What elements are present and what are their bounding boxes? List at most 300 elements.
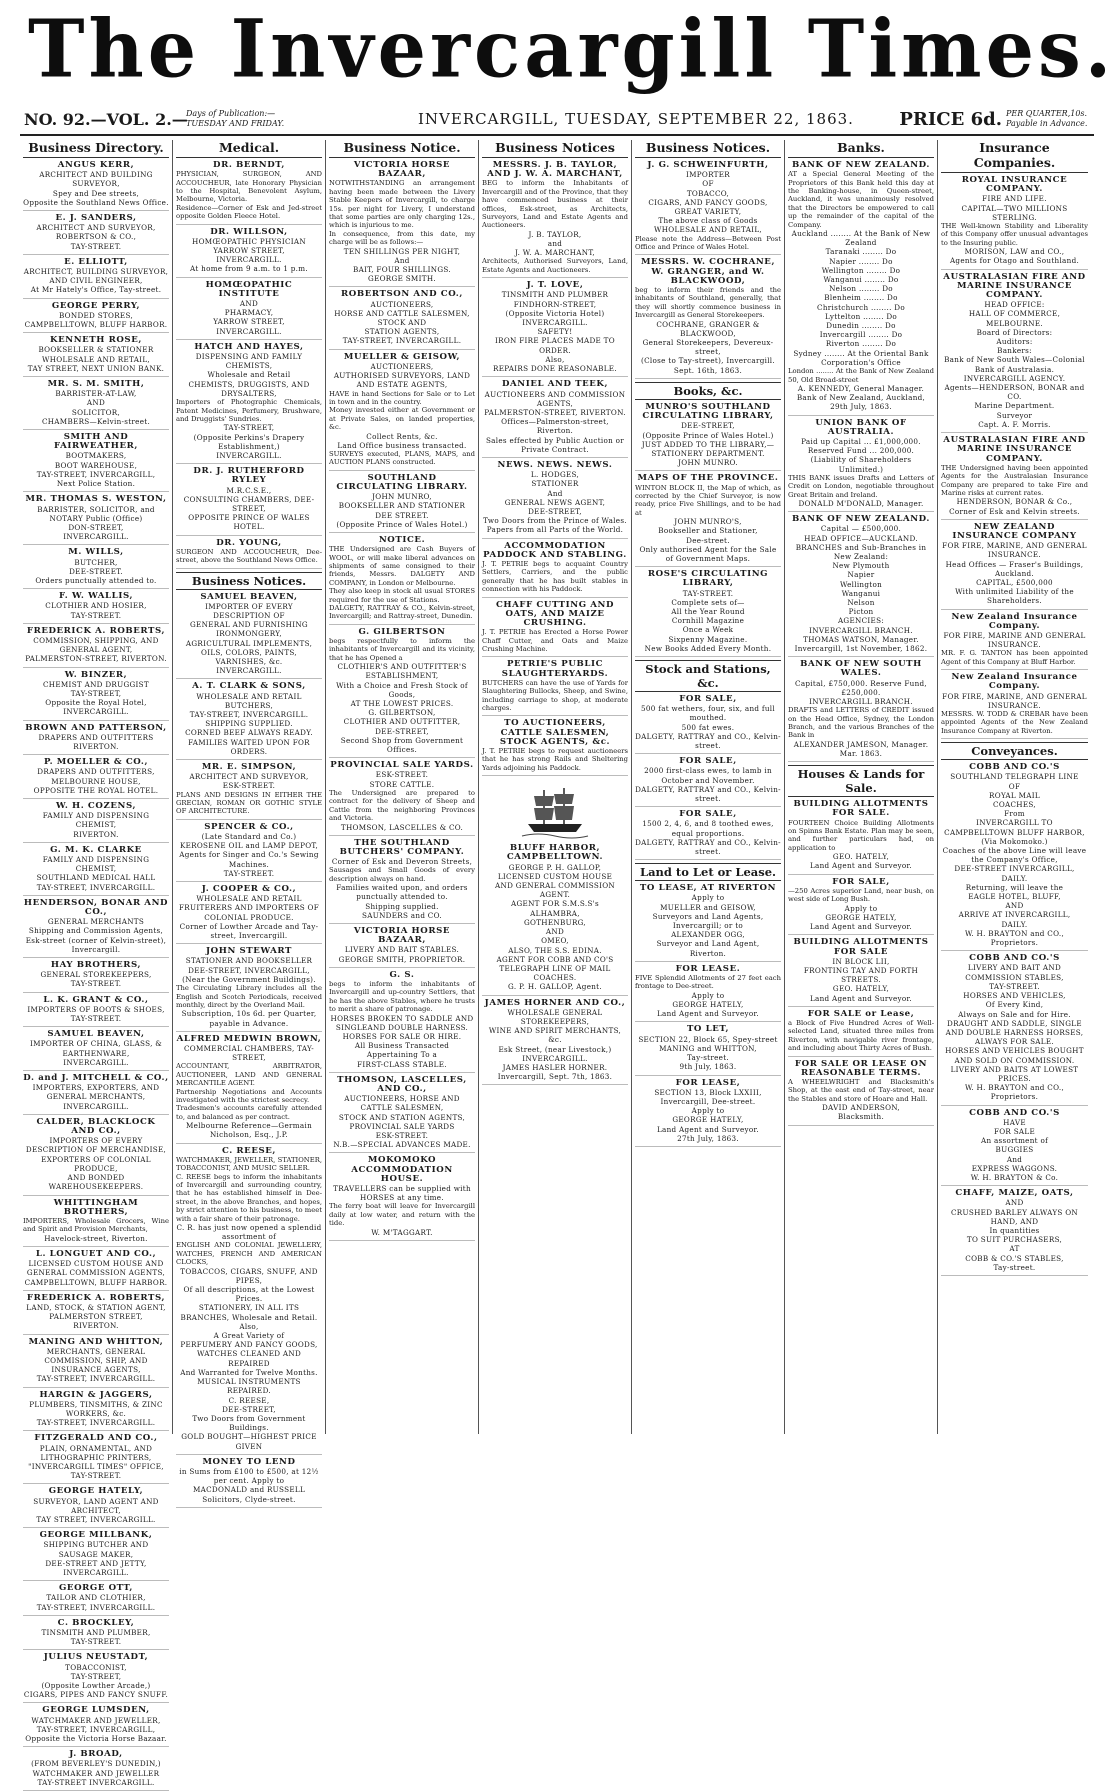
- advertisement-line: Partnership Negotiations and Accounts investigated with the strictest secrecy.: [176, 1087, 322, 1104]
- advertisement-line: REPAIRS DONE REASONABLE.: [493, 364, 617, 374]
- masthead-title: The Invercargill Times.: [28, 1, 1115, 96]
- advertisement: [176, 161, 322, 225]
- advertisement-line: (Opposite Prince of Wales Hotel.): [336, 519, 468, 529]
- advertisement-line: DALGETY, RATTRAY & CO., Kelvin-street, Invercargill; and Rattray-street, Dunedin.: [329, 604, 475, 621]
- advertisement-line: DRAPERS AND OUTFITTERS,: [37, 767, 155, 777]
- advertisement: [635, 258, 781, 378]
- advertisement-line: Invercargill ........ Do: [819, 330, 903, 340]
- advertiser-name: FOR LEASE.: [675, 963, 741, 974]
- advertisement-line: DEE-STREET AND JETTY,: [45, 1558, 147, 1568]
- advertiser-name: MR. E. SIMPSON,: [201, 762, 297, 773]
- advertisement-line: IMPORTERS, Wholesale Grocers, Wine and Spirit and Provision Merchants,: [23, 1216, 169, 1234]
- columns: [20, 140, 1094, 1787]
- advertisement-line: HEAD OFFICE—AUCKLAND.: [804, 533, 918, 543]
- advertisement-line: Paid up Capital ... £1,000,000.: [801, 436, 921, 446]
- advertisement: [329, 1076, 475, 1154]
- advertisement-line: Esk-street (corner of Kelvin-street), Invercargill.: [25, 935, 167, 954]
- advertisement-line: TAY-STREET, INVERCARGILL.: [342, 336, 462, 346]
- advertisement-line: Opposite the Royal Hotel,: [45, 698, 147, 708]
- advertisement-line: GEORGE HATELY,: [672, 1115, 744, 1125]
- advertiser-name: W. BINZER,: [64, 669, 128, 680]
- advertisement-line: TINSMITH AND PLUMBER,: [41, 1628, 151, 1638]
- advertisement-line: ARCHITECT AND SURVEYOR,: [36, 223, 156, 233]
- advertisement-line: Board of Directors:: [976, 327, 1053, 337]
- advertisement-line: Of all descriptions, at the Lowest Prices.: [183, 1285, 315, 1304]
- advertisement-line: DAILY.: [1001, 873, 1028, 883]
- advertisement-line: LAND, STOCK, & STATION AGENT,: [26, 1302, 166, 1312]
- advertiser-name: FOR SALE or Lease,: [807, 1008, 915, 1019]
- advertisement-line: STORE CATTLE.: [369, 779, 435, 789]
- advertisement-line: Bank of New South Wales—Colonial Bank of Australasia.: [944, 355, 1085, 374]
- advertiser-name: PROVINCIAL SALE YARDS.: [330, 760, 474, 771]
- advertisement-line: CLOTHIER AND OUTFITTER,: [343, 717, 461, 727]
- advertisement: [23, 1030, 169, 1071]
- advertisement-line: They also keep in stock all usual STORES required for the use of Stations.: [329, 587, 475, 604]
- advertisement-line: (FROM BEVERLEY'S DUNEDIN,): [31, 1759, 161, 1769]
- advertisement: [23, 1434, 169, 1484]
- advertisement: [23, 1118, 169, 1196]
- advertisement-line: SURVEYOR, LAND AGENT AND ARCHITECT,: [33, 1496, 159, 1515]
- advertiser-name: CALDER, BLACKLOCK AND CO.,: [36, 1116, 156, 1137]
- advertisement-line: Nelson: [847, 597, 875, 607]
- advertisement-line: AND BONDED WAREHOUSEKEEPERS.: [48, 1173, 144, 1192]
- advertisement-line: Importers of Photographic Chemicals, Patent Medicines, Perfumery, Brushware, and Druggists' Sundries.: [176, 398, 322, 423]
- advertisement: [176, 947, 322, 1031]
- advertisement-line: DALGETY, RATTRAY and CO., Kelvin-street.: [635, 837, 781, 857]
- advertisement-line: PHYSICIAN, SURGEON, AND ACCOUCHEUR, late Honorary Physician to the Hospital, Benevolent Asylum, Melbourne, Victoria.: [176, 170, 322, 204]
- advertisement-line: SAUNDERS and CO.: [362, 910, 442, 920]
- advertisement-line: COACHES,: [993, 800, 1036, 810]
- advertisement: [176, 593, 322, 680]
- advertisement-line: All Business Transacted Appertaining To a: [354, 1041, 450, 1060]
- advertisement-line: FINDHORN-STREET,: [513, 299, 597, 309]
- advertisement-line: CIGARS, PIPES AND FANCY SNUFF.: [23, 1690, 169, 1700]
- advertiser-name: FOR SALE,: [832, 876, 890, 887]
- advertisement: [176, 1458, 322, 1508]
- advertisement-line: Always on Sale and for Hire.: [958, 1009, 1071, 1019]
- advertisement-line: SAFETY!: [537, 327, 573, 337]
- advertisement-line: DON-STREET,: [68, 522, 124, 532]
- advertisement-line: Agents for Singer and Co.'s Sewing Machines.: [179, 850, 319, 869]
- advertisement-line: FOURTEEN Choice Building Allotments on Spinns Bank Estate. Plan may be seen, and further particulars had, on application to: [788, 818, 934, 852]
- advertiser-name: G. GILBERTSON: [358, 626, 446, 637]
- advertisement-line: Blacksmith.: [837, 1112, 885, 1122]
- advertisement: [23, 802, 169, 843]
- advertisement-line: Land Office business transacted.: [337, 440, 467, 450]
- column-heading: Medical.: [176, 140, 322, 158]
- advertisement-line: AUCTIONEERS,: [370, 361, 434, 371]
- advertisement-line: J. W. A. MARCHANT,: [515, 248, 595, 258]
- advertisement-line: TOBACCO,: [686, 188, 730, 198]
- advertisement-line: Head Offices — Fraser's Buildings, Auckland.: [945, 559, 1084, 578]
- advertisement-line: TAY-STREET,: [223, 423, 275, 433]
- advertiser-name: DR. YOUNG,: [216, 537, 282, 548]
- advertisement-line: JOHN MUNRO'S,: [674, 517, 742, 527]
- advertiser-name: E. J. SANDERS,: [55, 213, 137, 224]
- advertisement: [23, 336, 169, 377]
- advertisement-line: begs respectfully to inform the inhabitants of Invercargill and its vicinity, that he has Opened a: [329, 637, 475, 662]
- advertiser-name: J. G. SCHWEINFURTH,: [647, 160, 769, 170]
- advertiser-name: NEWS. NEWS. NEWS.: [497, 459, 613, 470]
- advertisement: [635, 474, 781, 567]
- advertisement-line: All the Year Round: [671, 606, 745, 616]
- advertisement-line: PROVINCIAL SALE YARDS: [349, 1121, 455, 1131]
- advertisement-line: 27th July, 1863.: [677, 1133, 739, 1143]
- advertisement: [329, 628, 475, 758]
- advertisement-line: GREAT VARIETY,: [674, 207, 742, 217]
- advertisement-line: Land Agent and Surveyor.: [656, 1009, 760, 1019]
- advertisement-line: TEN SHILLINGS PER NIGHT,: [343, 246, 461, 256]
- advertisement-line: CLOTHIER'S AND OUTFITTER'S ESTABLISHMENT,: [337, 662, 467, 681]
- advertisement: [176, 343, 322, 464]
- advertisement-line: Please note the Address—Between Post Office and Prince of Wales Hotel.: [635, 234, 781, 252]
- advertisement-line: OPPOSITE THE ROYAL HOTEL.: [33, 785, 159, 795]
- advertisement: [23, 433, 169, 492]
- advertisement-line: AND: [239, 299, 259, 309]
- advertisement-line: (Opposite Lowther Arcade,): [41, 1681, 151, 1691]
- masthead: [28, 1, 1115, 96]
- advertisement-line: OF: [702, 179, 714, 189]
- advertiser-name: ALFRED MEDWIN BROWN,: [176, 1033, 322, 1044]
- advertisement-line: G. GILBERTSON,: [368, 708, 436, 718]
- advertisement-line: (Via Mokomoko.): [981, 836, 1048, 846]
- advertisement-line: Families waited upon, and orders punctually attended to.: [336, 883, 468, 902]
- advertisement-line: AT: [1009, 1244, 1020, 1254]
- advertisement-line: CIGARS, AND FANCY GOODS,: [648, 197, 768, 207]
- advertisement: [788, 938, 934, 1006]
- advertisement-line: Invercargill, Sept. 7th, 1863.: [497, 1072, 613, 1082]
- advertisement-line: WATCHMAKER AND JEWELLER,: [31, 1715, 161, 1725]
- advertisement-line: RIVERTON.: [73, 741, 119, 751]
- advertisement-line: AGENT FOR S.M.S.S's: [511, 899, 599, 909]
- advertisement-line: SURGEON AND ACCOUCHEUR, Dee-street, above the Southland News Office.: [176, 547, 322, 565]
- advertiser-name: J. COOPER & CO.,: [201, 884, 297, 895]
- advertisement-line: And: [547, 488, 563, 498]
- advertisement-line: SHIPPING BUTCHER AND SAUSAGE MAKER,: [43, 1540, 149, 1559]
- advertiser-name: NEW ZEALAND INSURANCE COMPANY: [952, 521, 1077, 541]
- advertisement-line: HAVE: [1003, 1117, 1026, 1127]
- advertisement-line: COBB & CO.'S STABLES,: [965, 1253, 1064, 1263]
- advertisement: [23, 302, 169, 334]
- advertisement: [482, 281, 628, 377]
- advertiser-name: COBB AND CO.'S: [969, 953, 1060, 964]
- advertisement: [329, 761, 475, 835]
- advertisement: [23, 1294, 169, 1335]
- advertiser-name: HARGIN & JAGGERS,: [39, 1389, 153, 1400]
- advertisement-line: TAY-STREET.: [989, 981, 1040, 991]
- advertisement-line: Invercargill; or to: [672, 921, 744, 931]
- advertisement-line: HOMŒOPATHIC PHYSICIAN: [192, 236, 306, 246]
- advertisement-line: Orders punctually attended to.: [35, 575, 157, 585]
- advertisement-line: ARCHITECT, BUILDING SURVEYOR, AND CIVIL ENGINEER,: [23, 267, 169, 286]
- advertisement-line: ROYAL MAIL: [989, 790, 1040, 800]
- advertisement-line: INVERCARGILL.: [522, 1053, 588, 1063]
- advertisement-line: C. REESE begs to inform the inhabitants of Invercargill and surrounding country, that he has established himself in Dee-street, in the above Branches, and hopes, by strict attention to his business, to meet with a fair share of their patronage.: [176, 1172, 322, 1223]
- advertisement-line: Once a Week: [682, 625, 734, 635]
- advertisement-line: THOMSON, LASCELLES & CO.: [340, 822, 464, 832]
- advertisement-line: AND: [86, 398, 106, 408]
- advertisement: [482, 601, 628, 658]
- advertiser-name: ACCOMMODATION PADDOCK AND STABLING.: [483, 540, 627, 560]
- advertisement-line: Blenheim ........ Do: [824, 293, 898, 303]
- advertisement-line: AND: [545, 927, 565, 937]
- advertisement: [176, 1147, 322, 1455]
- advertisement-line: STATIONER: [531, 479, 579, 489]
- advertisement-line: WATCHMAKER AND JEWELLER: [32, 1768, 160, 1778]
- advertisement-line: TO SUIT PURCHASERS,: [966, 1235, 1063, 1245]
- advertisement-line: J. T. PETRIE has Erected a Horse Power Chaff Cutter, and Oats and Maize Crushing Machine.: [482, 628, 628, 653]
- advertisement-line: Melbourne Reference—Germain Nicholson, Esq., J.P.: [186, 1121, 312, 1140]
- advertisement-line: ARRIVE AT INVERCARGILL,: [958, 910, 1071, 920]
- advertisement-line: HORSES BROKEN TO SADDLE AND SINGLEAND DOUBLE HARNESS.: [330, 1013, 474, 1032]
- dateline: [20, 108, 1094, 136]
- advertisement-line: WINE AND SPIRIT MERCHANTS, &c.: [488, 1026, 622, 1045]
- advertisement-line: IN BLOCK LII,: [832, 956, 890, 966]
- advertisement-line: MESSRS. W. TODD & CREBAR have been appointed Agents of the New Zealand Insurance Company at Riverton.: [941, 710, 1088, 735]
- per-quarter: PER QUARTER,10s. Payable in Advance.: [1006, 109, 1088, 128]
- advertisement-line: BOOTMAKERS,: [65, 451, 127, 461]
- advertisement-line: Capital, £750,000. Reserve Fund, £250,000.: [795, 678, 927, 697]
- advertisement-line: ACCOUNTANT, ARBITRATOR, AUCTIONEER, LAND AND GENERAL MERCANTILE AGENT.: [176, 1062, 322, 1088]
- advertiser-name: GEORGE HATELY,: [48, 1486, 144, 1497]
- advertisement-line: PLANS AND DESIGNS IN EITHER THE GRECIAN, ROMAN OR GOTHIC STYLE OF ARCHITECTURE.: [176, 790, 322, 816]
- advertisement: [329, 290, 475, 349]
- advertisement-line: Corner of Esk and Kelvin streets.: [949, 506, 1080, 516]
- advertisement-line: CAMPBELLTOWN, BLUFF HARBOR.: [24, 320, 168, 330]
- advertisement-line: JOHN MUNRO,: [372, 492, 432, 502]
- advertisement-line: Surveyors and Land Agents,: [652, 911, 764, 921]
- advertisement-line: JUST ADDED TO THE LIBRARY,—: [641, 439, 775, 449]
- advertisement: [941, 613, 1088, 671]
- advertisement-line: M.R.C.S.E.,: [226, 485, 272, 495]
- advertiser-name: AUSTRALASIAN FIRE AND MARINE INSURANCE COMPANY.: [943, 435, 1086, 464]
- advertisement-line: GEO. HATELY,: [832, 852, 890, 862]
- advertisement: [23, 1619, 169, 1651]
- advertisement-line: Two Doors from the Prince of Wales.: [483, 516, 627, 526]
- advertisement-line: INVERCARGILL.: [216, 450, 282, 460]
- advertisement-line: OMEO,: [541, 936, 569, 946]
- advertisement-line: SECTION 22, Block 65, Spey-street: [638, 1034, 778, 1044]
- advertisement-line: DALGETY, RATTRAY and CO., Kelvin-street.: [635, 784, 781, 804]
- advertisement-line: GENERAL STOREKEEPERS,: [40, 970, 152, 980]
- section-heading: Stock and Stations, &c.: [635, 660, 781, 692]
- advertisement-line: Napier ........ Do: [829, 256, 893, 266]
- advertisement-line: BOOKSELLER AND STATIONER: [338, 501, 466, 511]
- advertisement-line: COMMERCIAL CHAMBERS, TAY-STREET,: [183, 1043, 315, 1063]
- advertisement-line: PLUMBERS, TINSMITHS, & ZINC WORKERS, &c.: [29, 1399, 163, 1418]
- advertisement-line: THE Undersigned having been appointed Agents for the Australasian Insurance Company are prepared to take Fire and Marine risks at current rates.: [941, 463, 1088, 497]
- advertisement-line: a Block of Five Hundred Acres of Well-selected Land, situated three miles from Riverton, with navigable river frontage, and including about Thirty Acres of Bush.: [788, 1018, 934, 1053]
- advertisement-line: INVERCARGILL.: [522, 318, 588, 328]
- advertisement-line: Surveyor: [996, 410, 1033, 420]
- advertisement-line: DRAUGHT AND SADDLE, SINGLE AND DOUBLE HARNESS HORSES,: [945, 1018, 1084, 1037]
- advertisement: [23, 627, 169, 668]
- advertisement-line: TAILOR AND CLOTHIER,: [46, 1593, 146, 1603]
- advertisement-line: ALWAYS FOR SALE.: [974, 1037, 1054, 1047]
- advertisement-line: AUTHORISED SURVEYORS, LAND AND ESTATE AGENTS,: [333, 371, 471, 390]
- advertisement-line: DRAFTS and LETTERS of CREDIT issued on the Head Office, Sydney, the London Branch, and the various Branches of the Bank in: [788, 706, 934, 740]
- advertisement-line: And: [1006, 1154, 1023, 1164]
- advertisement-line: beg to inform their friends and the inhabitants of Southland, generally, that they will shortly commence business in Invercargill as General Storekeepers.: [635, 286, 781, 320]
- advertisement-line: and: [547, 239, 563, 249]
- advertisement: [176, 281, 322, 340]
- advertisement-line: DEE-STREET,: [375, 726, 429, 736]
- advertisement-line: Sixpenny Magazine.: [668, 634, 748, 644]
- advertisement-line: The above class of Goods: [658, 216, 758, 226]
- advertiser-name: W. H. COZENS,: [55, 800, 137, 811]
- advertisement: [23, 961, 169, 993]
- advertiser-name: SAMUEL BEAVEN,: [200, 591, 298, 602]
- advertisement: [329, 839, 475, 924]
- column-heading: Business Notices: [482, 140, 628, 158]
- advertiser-name: JAMES HORNER AND CO.,: [484, 997, 626, 1008]
- advertisement-line: PHARMACY,: [224, 308, 274, 318]
- advertisement-line: DISPENSING AND FAMILY CHEMISTS,: [195, 352, 303, 371]
- advertisement-line: DEE-STREET, INVERCARGILL,: [188, 965, 310, 975]
- advertiser-name: KENNETH ROSE,: [50, 335, 142, 346]
- column-6: [785, 140, 938, 1434]
- advertisement-line: GOTHENBURG,: [523, 917, 587, 927]
- advertisement-line: INVERCARGILL.: [63, 532, 129, 542]
- advertisement: [23, 1487, 169, 1528]
- advertisement: [23, 592, 169, 624]
- advertisement: [23, 495, 169, 545]
- advertisement-line: G. P. H. GALLOP, Agent.: [508, 982, 602, 992]
- advertiser-name: BROWN AND PATTERSON,: [25, 722, 167, 733]
- advertiser-name: JULIUS NEUSTADT,: [43, 1652, 149, 1663]
- advertisement-line: CAPITAL, £500,000: [976, 577, 1053, 587]
- advertisement-line: Collect Rents, &c.: [366, 431, 438, 441]
- advertisement: [23, 548, 169, 589]
- advertisement-line: FAMILIES WAITED UPON FOR ORDERS.: [188, 737, 310, 756]
- advertisement: [23, 1074, 169, 1115]
- advertisement-line: Bank of New Zealand, Auckland, 29th July, 1863.: [796, 393, 926, 412]
- advertisement: [23, 161, 169, 211]
- advertisement: [329, 353, 475, 471]
- advertisement-line: STATIONER AND BOOKSELLER: [185, 956, 313, 966]
- advertisement-line: DEE-STREET,: [528, 506, 582, 516]
- advertiser-name: J. T. LOVE,: [526, 280, 584, 291]
- advertisement-line: Next Police Station.: [56, 479, 136, 489]
- advertisement-line: General Storekeepers, Devereux-street,: [642, 338, 774, 357]
- advertisement-line: BARRISTER-AT-LAW,: [55, 389, 137, 399]
- advertisement: [23, 671, 169, 721]
- advertisement-line: AUCTIONEERS AND COMMISSION AGENTS,: [484, 389, 626, 408]
- advertisement-line: Taranaki ........ Do: [825, 247, 897, 257]
- advertisement-line: GEORGE HATELY,: [825, 912, 897, 922]
- advertisement-line: Capital — £500,000.: [820, 524, 902, 534]
- advertisement-line: CONSULTING CHAMBERS, DEE-STREET,: [183, 494, 315, 513]
- advertiser-name: THOMSON, LASCELLES, AND CO.,: [337, 1074, 467, 1095]
- advertisement: [482, 660, 628, 716]
- advertisement-line: Agents—HENDERSON, BONAR and CO.: [944, 383, 1085, 402]
- advertisement-line: C. REESE,: [228, 1395, 270, 1405]
- advertisement-line: TAY-STREET.: [70, 610, 122, 620]
- advertisement-line: THIS BANK issues Drafts and Letters of Credit on London, negotiable throughout Great Britain and Ireland.: [788, 473, 934, 499]
- advertiser-name: E. ELLIOTT,: [64, 256, 128, 267]
- advertisement-line: YARROW STREET,: [213, 317, 285, 327]
- advertisement-line: TOBACCOS, CIGARS, SNUFF, AND PIPES,: [180, 1266, 318, 1285]
- advertiser-name: MOKOMOKO ACCOMMODATION HOUSE.: [351, 1155, 453, 1184]
- advertiser-name: C. BROCKLEY,: [57, 1617, 135, 1628]
- advertisement-line: THOMAS WATSON, Manager.: [803, 634, 919, 644]
- advertiser-name: New Zealand Insurance Company.: [951, 611, 1078, 631]
- advertisement-line: EXPRESS WAGGONS.: [971, 1163, 1058, 1173]
- advertisement-line: AND: [1005, 901, 1024, 911]
- advertisement: [176, 228, 322, 278]
- advertisement: [635, 1025, 781, 1075]
- advertisement-line: Wanganui ........ Do: [823, 275, 899, 285]
- advertisement: [176, 467, 322, 535]
- advertisement-line: Land Agent and Surveyor.: [656, 1124, 760, 1134]
- advertisement-line: Sales effected by Public Auction or Private Contract.: [485, 435, 625, 454]
- advertisement-line: INVERCARGILL BRANCH.: [809, 625, 913, 635]
- advertiser-name: BANK OF NEW ZEALAND.: [791, 514, 931, 525]
- advertisement-line: WINTON BLOCK II, the Map of which, as corrected by the Chief Surveyor, is now ready, price Five Shillings, and to be had at: [635, 483, 781, 517]
- advertisement-line: New Books Added Every Month.: [644, 643, 772, 653]
- advertisement-line: LICENSED CUSTOM HOUSE: [497, 871, 613, 881]
- advertisement-line: FRUITERERS AND IMPORTERS OF COLONIAL PRODUCE.: [179, 903, 319, 922]
- advertisement-line: Land Agent and Surveyor.: [809, 922, 913, 932]
- advertisement-line: TELEGRAPH LINE OF MAIL COACHES.: [499, 963, 611, 983]
- advertiser-name: NOTICE.: [378, 534, 426, 545]
- place-and-date: INVERCARGILL, TUESDAY, SEPTEMBER 22, 1863.: [418, 110, 854, 128]
- advertisement: [941, 176, 1088, 270]
- column-heading: Business Directory.: [23, 140, 169, 158]
- advertiser-name: COBB AND CO.'S: [969, 1107, 1060, 1118]
- advertisement: [635, 884, 781, 962]
- advertiser-name: MANING AND WHITTON,: [28, 1336, 164, 1347]
- advertiser-name: SPENCER & CO.,: [204, 821, 294, 832]
- advertisement: [23, 1531, 169, 1581]
- advertisement-line: TAY-STREET.: [223, 868, 275, 878]
- advertisement: [941, 954, 1088, 1105]
- advertisement-line: BOOT WAREHOUSE,: [54, 460, 138, 470]
- advertisement-line: DEE STREET.: [375, 510, 429, 520]
- advertisement-line: MR. F. G. TANTON has been appointed Agent of this Company at Bluff Harbor.: [941, 649, 1088, 666]
- advertisement-line: Wanganui: [841, 588, 881, 598]
- advertisement-line: Apply to: [691, 990, 725, 1000]
- advertisement-line: Apply to: [691, 893, 725, 903]
- advertiser-name: D. and J. MITCHELL & CO.,: [23, 1073, 169, 1084]
- advertisement-line: MACDONALD and RUSSELL: [192, 1485, 306, 1495]
- advertisement-line: J. T. PETRIE begs to request auctioneers that he has strong Rails and Sheltering Yards adjoining his Paddock.: [482, 747, 628, 772]
- advertisement-line: TAY-STREET, INVERCARGILL.: [189, 710, 309, 719]
- advertisement-line: FOR FIRE, MARINE, AND GENERAL INSURANCE.: [942, 691, 1087, 710]
- advertisement: [635, 695, 781, 754]
- publication-days: Days of Publication:— TUESDAY AND FRIDAY.: [186, 109, 285, 128]
- advertisement: [941, 763, 1088, 951]
- advertisement-line: Proprietors.: [990, 938, 1039, 948]
- advertisement: [23, 724, 169, 756]
- advertiser-name: CHAFF CUTTING AND OATS, AND MAIZE CRUSHING.: [495, 599, 615, 628]
- advertisement-line: DALGETY, RATTRAY and CO., Kelvin-street.: [635, 731, 781, 750]
- advertisement-line: TAY-STREET, INVERCARGILL.: [36, 1418, 156, 1428]
- advertiser-name: GEORGE LUMSDEN,: [42, 1705, 150, 1716]
- column-heading: Banks.: [788, 140, 934, 158]
- advertisement-line: PERFUMERY AND FANCY GOODS,: [180, 1340, 318, 1350]
- advertisement: [23, 1250, 169, 1291]
- advertisement-line: W. M'TAGGART.: [371, 1227, 433, 1237]
- advertisement: [23, 758, 169, 799]
- advertiser-name: FOR LEASE,: [675, 1077, 741, 1088]
- advertisement: [788, 161, 934, 416]
- advertisement-line: LIVERY AND BAIT AND COMMISSION STABLES,: [965, 963, 1064, 982]
- advertiser-name: BANK OF NEW SOUTH WALES.: [800, 659, 922, 679]
- advertisement-line: BRANCHES and Sub-Branches in New Zealand:: [795, 542, 927, 561]
- advertisement-line: TAY-STREET, INVERCARGILL,: [36, 1724, 156, 1734]
- advertisement-line: SOUTHLAND MEDICAL HALL: [36, 873, 156, 883]
